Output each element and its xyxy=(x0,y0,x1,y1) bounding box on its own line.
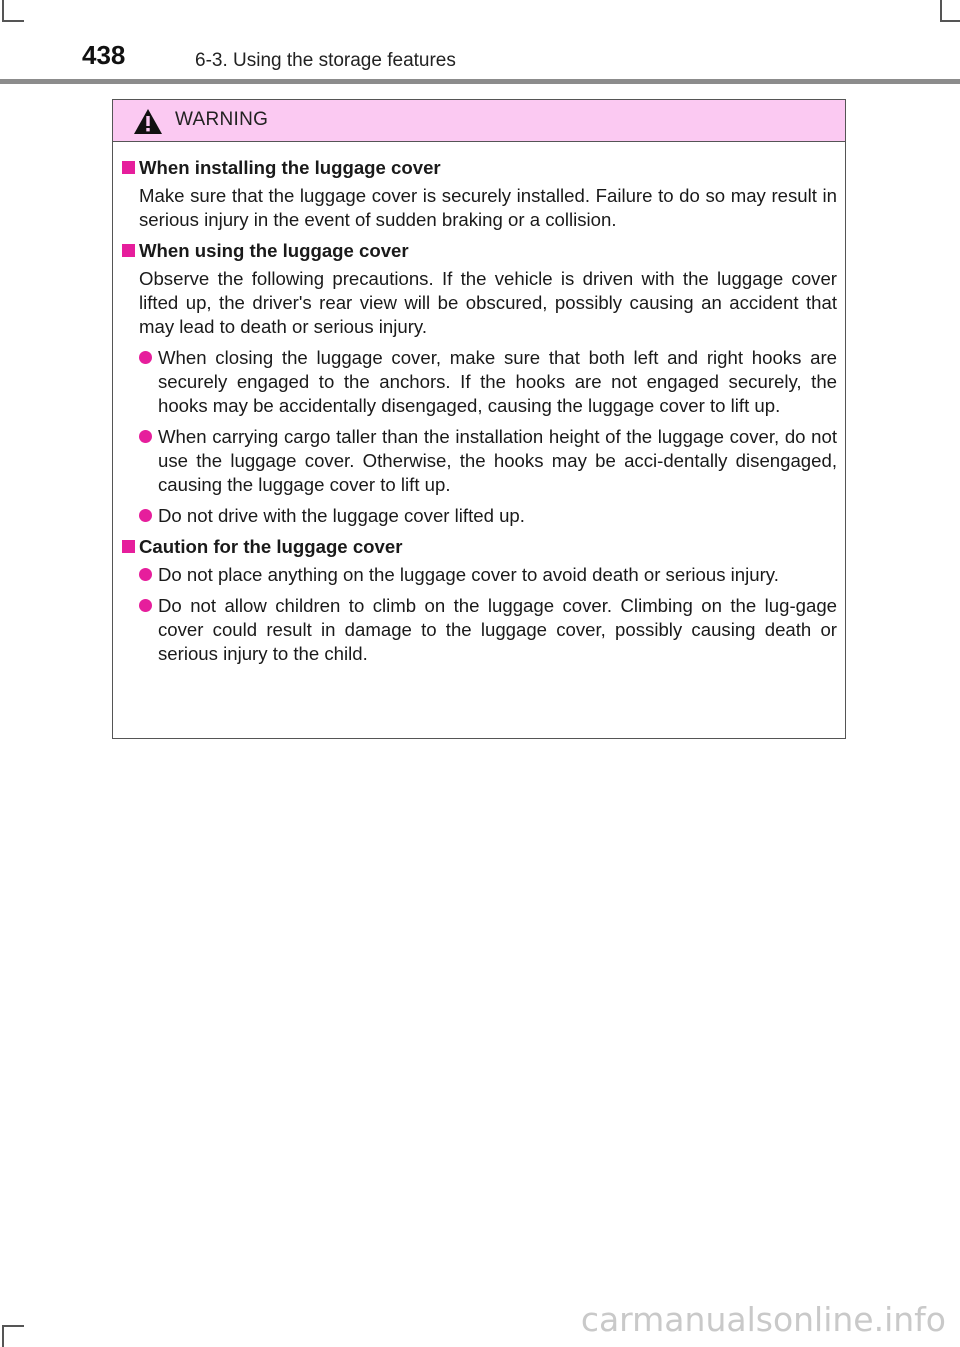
list-item-text: Do not allow children to climb on the luggage cover. Climbing on the lug-gage cover could result in damage to the luggage cover, possibly causing death or serious injury to the child. xyxy=(158,595,837,664)
section-heading-text: Caution for the luggage cover xyxy=(139,536,403,557)
crop-mark xyxy=(940,20,960,22)
warning-header xyxy=(113,100,845,142)
list-item xyxy=(139,425,837,497)
crop-mark xyxy=(940,0,942,22)
square-bullet-icon xyxy=(122,244,135,257)
round-bullet-icon xyxy=(139,568,152,581)
round-bullet-icon xyxy=(139,430,152,443)
crop-mark xyxy=(2,1325,24,1327)
list-item xyxy=(139,504,837,528)
warning-section xyxy=(123,156,837,232)
section-heading xyxy=(139,156,837,180)
list-item-text: Do not place anything on the luggage cover to avoid death or serious injury. xyxy=(158,564,779,585)
header-rule xyxy=(0,79,960,84)
square-bullet-icon xyxy=(122,161,135,174)
warning-section xyxy=(123,535,837,666)
list-item-text: When closing the luggage cover, make sure that both left and right hooks are securely engaged to the anchors. If the hooks are not engaged securely, the hooks may be accidentally disengaged, causing the luggage cover to lift up. xyxy=(158,347,837,416)
crop-mark xyxy=(2,20,24,22)
list-item xyxy=(139,563,837,587)
crop-mark xyxy=(2,1325,4,1347)
warning-section xyxy=(123,239,837,528)
round-bullet-icon xyxy=(139,351,152,364)
section-heading xyxy=(139,239,837,263)
section-paragraph: Make sure that the luggage cover is securely installed. Failure to do so may result in serious injury in the event of sudden braking or a collision. xyxy=(139,185,837,230)
section-heading xyxy=(139,535,837,559)
page-number: 438 xyxy=(82,40,126,70)
list-item xyxy=(139,594,837,666)
square-bullet-icon xyxy=(122,540,135,553)
section-paragraph: Observe the following precautions. If the vehicle is driven with the luggage cover lifted up, the driver's rear view will be obscured, possibly causing an accident that may lead to death or serious injury. xyxy=(139,268,837,337)
warning-label: WARNING xyxy=(175,109,269,130)
warning-triangle-icon xyxy=(133,108,163,135)
list-item-text: When carrying cargo taller than the installation height of the luggage cover, do not use the luggage cover. Otherwise, the hooks may be acci-dentally disengaged, causing the luggage cover to lift up. xyxy=(158,426,837,495)
section-heading-text: When installing the luggage cover xyxy=(139,157,441,178)
watermark: carmanualsonline.info xyxy=(580,1300,946,1339)
list-item-text: Do not drive with the luggage cover lifted up. xyxy=(158,505,525,526)
round-bullet-icon xyxy=(139,599,152,612)
section-title: 6-3. Using the storage features xyxy=(195,50,456,71)
warning-box xyxy=(112,99,846,739)
round-bullet-icon xyxy=(139,509,152,522)
crop-mark xyxy=(2,0,4,22)
warning-body xyxy=(113,142,845,666)
section-heading-text: When using the luggage cover xyxy=(139,240,409,261)
list-item xyxy=(139,346,837,418)
